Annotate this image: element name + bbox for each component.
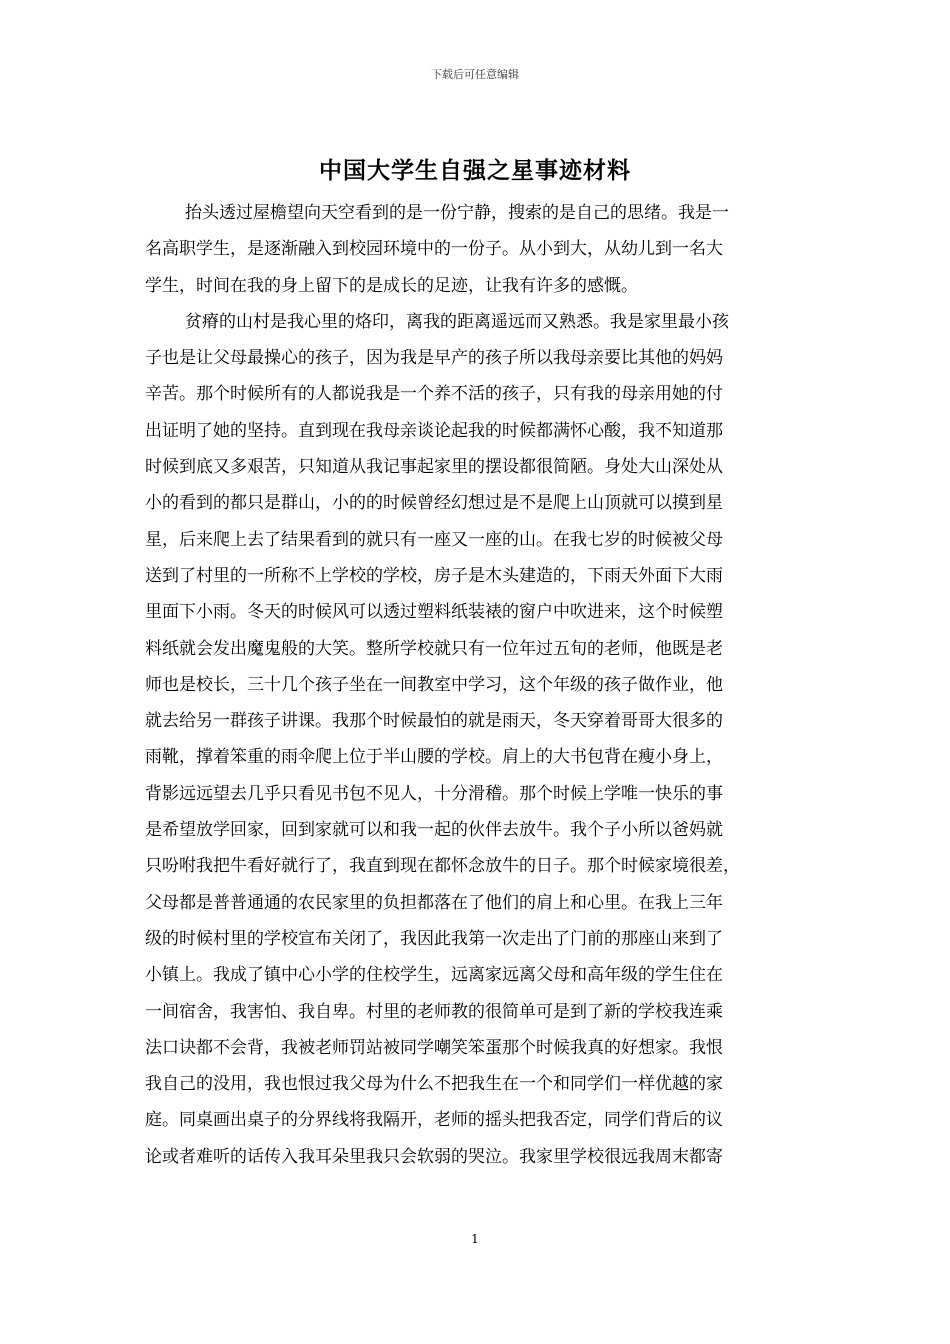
text-line: 料纸就会发出魔鬼般的大笑。整所学校就只有一位年过五旬的老师，他既是老	[145, 638, 723, 659]
text-line: 星，后来爬上去了结果看到的就只有一座又一座的山。在我七岁的时候被父母	[145, 529, 723, 550]
text-line: 出证明了她的坚持。直到现在我母亲谈论起我的时候都满怀心酸，我不知道那	[145, 420, 723, 441]
text-line: 抬头透过屋檐望向天空看到的是一份宁静，搜索的是自己的思绪。我是一	[185, 203, 729, 223]
text-line: 一间宿舍，我害怕、我自卑。村里的老师教的很简单可是到了新的学校我连乘	[145, 1001, 723, 1022]
text-line: 我自己的没用，我也恨过我父母为什么不把我生在一个和同学们一样优越的家	[145, 1074, 723, 1095]
text-line: 名高职学生，是逐渐融入到校园环境中的一份子。从小到大，从幼儿到一名大	[145, 239, 723, 260]
text-line: 时候到底又多艰苦，只知道从我记事起家里的摆设都很简陋。身处大山深处从	[145, 457, 723, 478]
text-line: 就去给另一群孩子讲课。我那个时候最怕的就是雨天，冬天穿着哥哥大很多的	[145, 711, 723, 732]
text-line: 师也是校长，三十几个孩子坐在一间教室中学习，这个年级的孩子做作业，他	[145, 674, 723, 695]
text-line: 是希望放学回家，回到家就可以和我一起的伙伴去放牛。我个子小所以爸妈就	[145, 820, 723, 841]
document-title: 中国大学生自强之星事迹材料	[319, 157, 631, 184]
text-line: 雨靴，撑着笨重的雨伞爬上位于半山腰的学校。肩上的大书包背在瘦小身上，	[145, 747, 723, 768]
text-line: 背影远远望去几乎只看见书包不见人，十分滑稽。那个时候上学唯一快乐的事	[145, 783, 723, 804]
text-line: 论或者难听的话传入我耳朵里我只会软弱的哭泣。我家里学校很远我周末都寄	[145, 1146, 723, 1167]
text-line: 子也是让父母最操心的孩子，因为我是早产的孩子所以我母亲要比其他的妈妈	[145, 348, 723, 369]
text-line: 小的看到的都只是群山，小的的时候曾经幻想过是不是爬上山顶就可以摸到星	[145, 493, 723, 514]
body-text	[145, 195, 805, 1175]
text-line: 送到了村里的一所称不上学校的学校，房子是木头建造的，下雨天外面下大雨	[145, 565, 723, 586]
text-line: 学生，时间在我的身上留下的是成长的足迹，让我有许多的感慨。	[145, 275, 638, 296]
text-line: 贫瘠的山村是我心里的烙印，离我的距离遥远而又熟悉。我是家里最小孩	[185, 311, 729, 332]
text-line: 小镇上。我成了镇中心小学的住校学生，远离家远离父母和高年级的学生住在	[145, 965, 723, 986]
page-header-note: 下载后可任意编辑	[431, 68, 519, 81]
text-line: 庭。同桌画出桌子的分界线将我隔开，老师的摇头把我否定，同学们背后的议	[145, 1110, 723, 1131]
text-line: 里面下小雨。冬天的时候风可以透过塑料纸装裱的窗户中吹进来，这个时候塑	[145, 602, 723, 623]
page-number: 1	[471, 1232, 479, 1246]
text-line: 父母都是普普通通的农民家里的负担都落在了他们的肩上和心里。在我上三年	[145, 892, 723, 913]
text-line: 级的时候村里的学校宣布关闭了，我因此我第一次走出了门前的那座山来到了	[145, 928, 723, 949]
text-line: 只吩咐我把牛看好就行了，我直到现在都怀念放牛的日子。那个时候家境很差，	[145, 856, 740, 877]
text-line: 法口诀都不会背，我被老师罚站被同学嘲笑笨蛋那个时候我真的好想家。我恨	[145, 1037, 723, 1058]
text-line: 辛苦。那个时候所有的人都说我是一个养不活的孩子，只有我的母亲用她的付	[145, 384, 723, 405]
